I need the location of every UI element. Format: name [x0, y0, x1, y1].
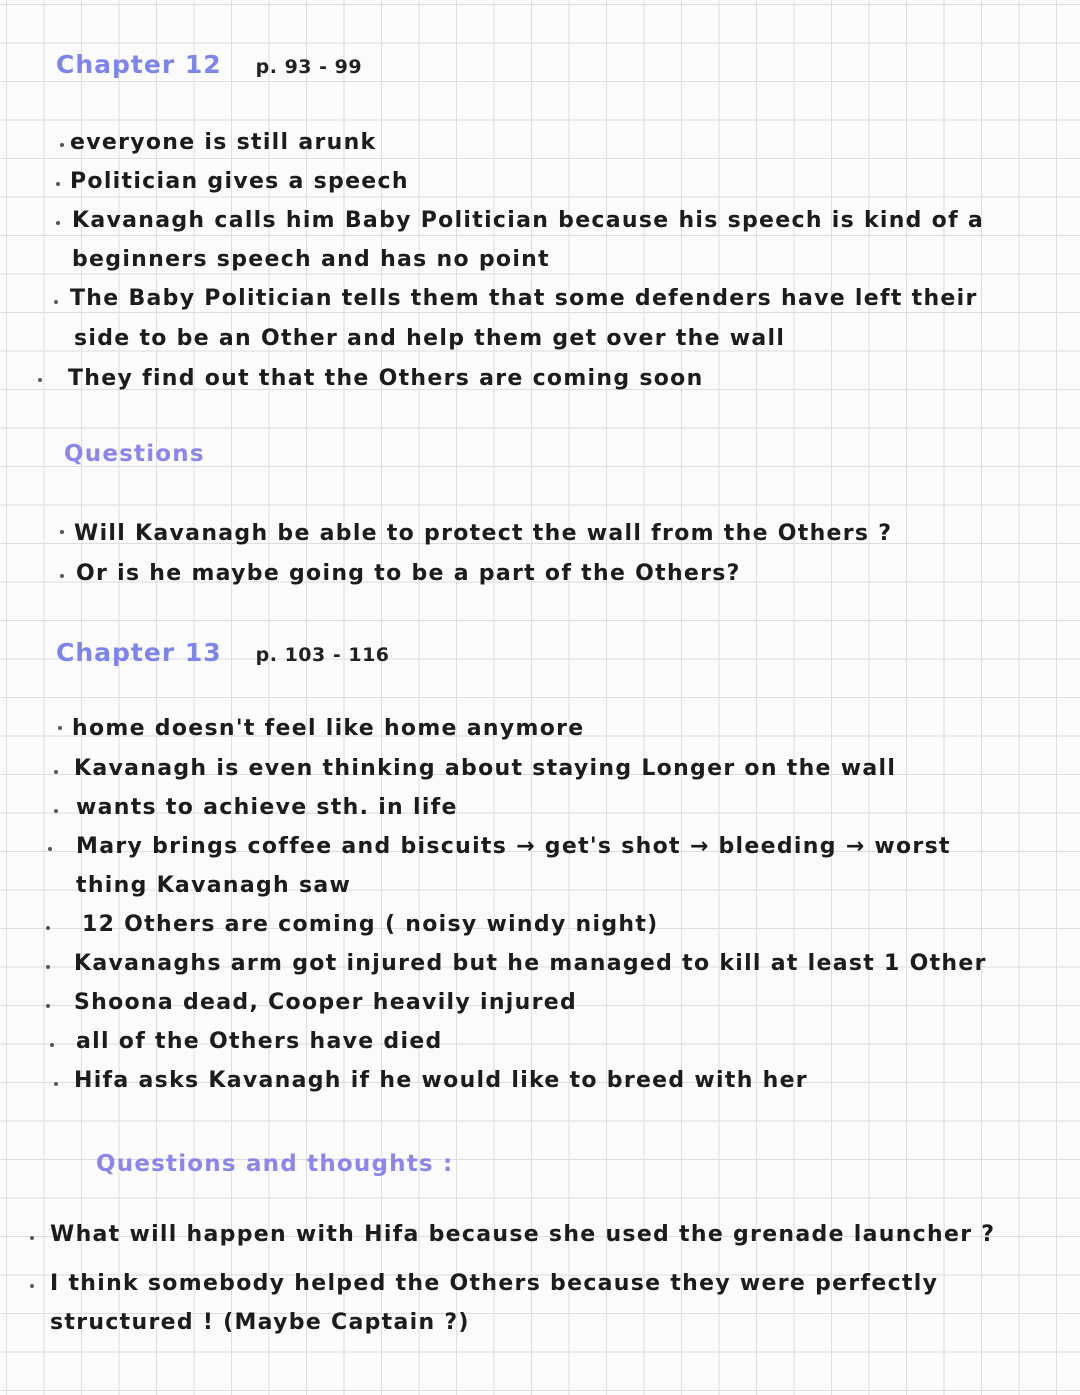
question-line: Will Kavanagh be able to protect the wall from the Others ? [74, 521, 893, 546]
note-line: Kavanaghs arm got injured but he managed to kill at least 1 Other [74, 951, 987, 976]
note-line: beginners speech and has no point [72, 247, 550, 272]
bullet [56, 221, 60, 225]
bullet [38, 378, 42, 382]
chapter-12-heading [56, 50, 362, 79]
note-line: everyone is still arunk [70, 130, 377, 155]
thought-line: structured ! (Maybe Captain ?) [50, 1310, 470, 1335]
bullet [60, 574, 64, 578]
chapter-13-pages: p. 103 - 116 [255, 644, 390, 666]
bullet [60, 143, 64, 147]
bullet [46, 965, 50, 969]
note-line: side to be an Other and help them get over the wall [74, 326, 786, 351]
note-line: Kavanagh is even thinking about staying Longer on the wall [74, 756, 897, 781]
note-line: all of the Others have died [76, 1029, 443, 1054]
note-line: 12 Others are coming ( noisy windy night) [82, 912, 659, 937]
note-line: They find out that the Others are coming soon [68, 366, 704, 391]
bullet [30, 1284, 34, 1288]
thought-line: What will happen with Hifa because she used the grenade launcher ? [50, 1222, 996, 1247]
bullet [50, 1043, 54, 1047]
bullet [56, 182, 60, 186]
bullet [46, 1004, 50, 1008]
bullet [58, 726, 62, 730]
note-line: The Baby Politician tells them that some defenders have left their [70, 286, 978, 311]
thought-line: I think somebody helped the Others because they were perfectly [50, 1271, 939, 1296]
bullet [54, 770, 58, 774]
chapter-12-title: Chapter 12 [56, 50, 222, 79]
chapter-12-pages: p. 93 - 99 [255, 56, 363, 78]
bullet [54, 809, 58, 813]
note-line: Mary brings coffee and biscuits → get's shot → bleeding → worst [76, 834, 951, 859]
chapter-13-title: Chapter 13 [56, 638, 222, 667]
bullet [48, 847, 52, 851]
note-line: Shoona dead, Cooper heavily injured [74, 990, 578, 1015]
note-line: Kavanagh calls him Baby Politician because his speech is kind of a [72, 208, 985, 233]
note-line: Hifa asks Kavanagh if he would like to breed with her [74, 1068, 808, 1093]
chapter-13-heading [56, 638, 390, 667]
bullet [54, 300, 58, 304]
questions-heading: Questions [64, 441, 205, 467]
bullet [30, 1236, 34, 1240]
note-line: Politician gives a speech [70, 169, 409, 194]
note-line: wants to achieve sth. in life [76, 795, 458, 820]
bullet [60, 530, 64, 534]
bullet [54, 1082, 58, 1086]
bullet [46, 926, 50, 930]
note-line: thing Kavanagh saw [76, 873, 352, 898]
question-line: Or is he maybe going to be a part of the Others? [76, 561, 741, 586]
questions-thoughts-heading: Questions and thoughts : [96, 1151, 454, 1177]
note-line: home doesn't feel like home anymore [72, 716, 585, 741]
